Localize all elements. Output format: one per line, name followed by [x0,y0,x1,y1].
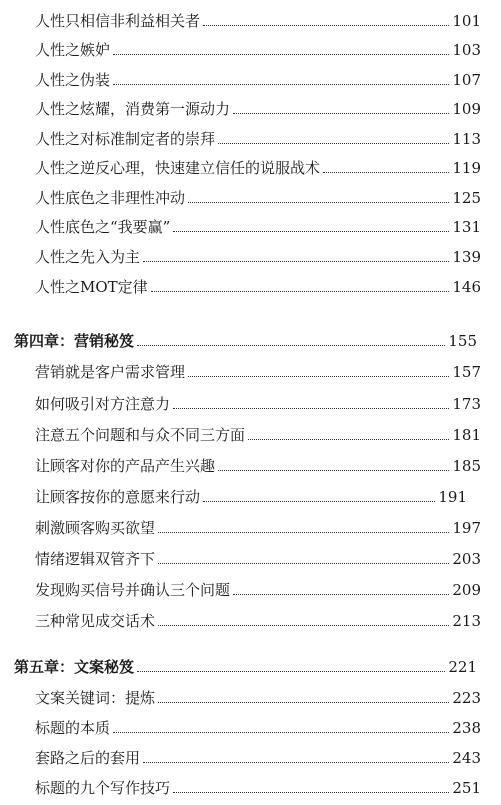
toc-entry[interactable] [0,482,501,506]
chapter-page: 155 [448,332,477,350]
chapter-page: 221 [448,658,477,676]
toc-entry-title: 人性之对标准制定者的崇拜 [35,130,216,148]
dot-leader [137,671,445,672]
dot-leader [173,408,449,409]
toc-entry-title: 刺激顾客购买欲望 [35,519,156,537]
dot-leader [233,594,449,595]
dot-leader [188,376,449,377]
toc-entry-page: 203 [452,550,481,568]
toc-entry-page: 146 [452,278,481,296]
chapter-title: 第五章：文案秘笈 [14,658,135,676]
toc-entry-page: 238 [452,719,481,737]
toc-entry-page: 197 [452,519,481,537]
dot-leader [143,261,449,262]
toc-entry[interactable] [0,94,501,118]
toc-entry[interactable] [0,544,501,568]
toc-entry-page: 109 [452,100,481,118]
toc-entry[interactable] [0,743,501,767]
toc-entry-page: 125 [452,189,481,207]
toc-entry-title: 人性之逆反心理，快速建立信任的说服战术 [35,159,321,177]
toc-entry-page: 101 [452,12,481,30]
toc-entry-page: 113 [452,130,481,148]
toc-entry[interactable] [0,357,501,381]
toc-entry-page: 209 [452,581,481,599]
toc-entry[interactable] [0,575,501,599]
toc-entry-title: 人性之先入为主 [35,248,141,266]
dot-leader [173,231,449,232]
dot-leader [158,532,449,533]
toc-entry-page: 173 [452,395,481,413]
toc-entry-title: 如何吸引对方注意力 [35,395,171,413]
toc-entry-page: 191 [438,488,467,506]
toc-entry-title: 人性只相信非利益相关者 [35,12,201,30]
toc-entry-title: 人性底色之非理性冲动 [35,189,186,207]
toc-entry-page: 243 [452,749,481,767]
dot-leader [113,732,449,733]
toc-entry-title: 标题的九个写作技巧 [35,779,171,797]
toc-entry-title: 让顾客按你的意愿来行动 [35,488,201,506]
toc-entry[interactable] [0,272,501,296]
toc-entry-page: 103 [452,41,481,59]
dot-leader [323,172,449,173]
toc-entry[interactable] [0,683,501,707]
dot-leader [158,702,449,703]
dot-leader [158,563,449,564]
toc-entry-title: 套路之后的套用 [35,749,141,767]
toc-entry-title: 文案关键词：提炼 [35,689,156,707]
toc-entry-page: 139 [452,248,481,266]
toc-entry[interactable] [0,35,501,59]
dot-leader [137,345,445,346]
toc-entry[interactable] [0,183,501,207]
toc-entry-page: 119 [452,159,481,177]
toc-entry[interactable] [0,451,501,475]
dot-leader [113,84,449,85]
toc-entry-page: 181 [452,426,481,444]
toc-entry[interactable] [0,65,501,89]
dot-leader [113,54,449,55]
toc-entry[interactable] [0,124,501,148]
toc-entry-page: 185 [452,457,481,475]
toc-entry[interactable] [0,6,501,30]
toc-entry[interactable] [0,713,501,737]
toc-chapter-4[interactable] [0,326,501,350]
toc-entry[interactable] [0,389,501,413]
toc-entry-title: 人性底色之“我要赢” [35,218,171,236]
dot-leader [233,113,449,114]
toc-entry-title: 三种常见成交话术 [35,612,156,630]
toc-entry-title: 标题的本质 [35,719,111,737]
toc-entry[interactable] [0,212,501,236]
dot-leader [218,143,449,144]
dot-leader [203,501,435,502]
toc-entry-page: 213 [452,612,481,630]
toc-entry[interactable] [0,153,501,177]
toc-entry-title: 情绪逻辑双管齐下 [35,550,156,568]
toc-entry-title: 人性之炫耀，消费第一源动力 [35,100,231,118]
toc-entry-page: 131 [452,218,481,236]
toc-entry-title: 发现购买信号并确认三个问题 [35,581,231,599]
dot-leader [203,25,449,26]
toc-entry-title: 注意五个问题和与众不同三方面 [35,426,246,444]
toc-chapter-5[interactable] [0,652,501,676]
dot-leader [151,291,450,292]
toc-entry-page: 107 [452,71,481,89]
toc-entry-title: 让顾客对你的产品产生兴趣 [35,457,216,475]
dot-leader [143,762,449,763]
dot-leader [248,439,449,440]
dot-leader [218,470,449,471]
toc-entry[interactable] [0,513,501,537]
toc-entry[interactable] [0,773,501,797]
toc-entry[interactable] [0,420,501,444]
toc-entry-title: 人性之MOT定律 [35,278,148,296]
dot-leader [158,625,449,626]
toc-entry-title: 人性之伪装 [35,71,111,89]
dot-leader [188,202,449,203]
chapter-title: 第四章：营销秘笈 [14,332,135,350]
toc-entry-title: 人性之嫉妒 [35,41,111,59]
toc-entry-page: 223 [452,689,481,707]
toc-entry[interactable] [0,242,501,266]
dot-leader [173,792,449,793]
toc-entry[interactable] [0,606,501,630]
toc-entry-page: 251 [452,779,481,797]
toc-entry-title: 营销就是客户需求管理 [35,363,186,381]
toc-entry-page: 157 [452,363,481,381]
